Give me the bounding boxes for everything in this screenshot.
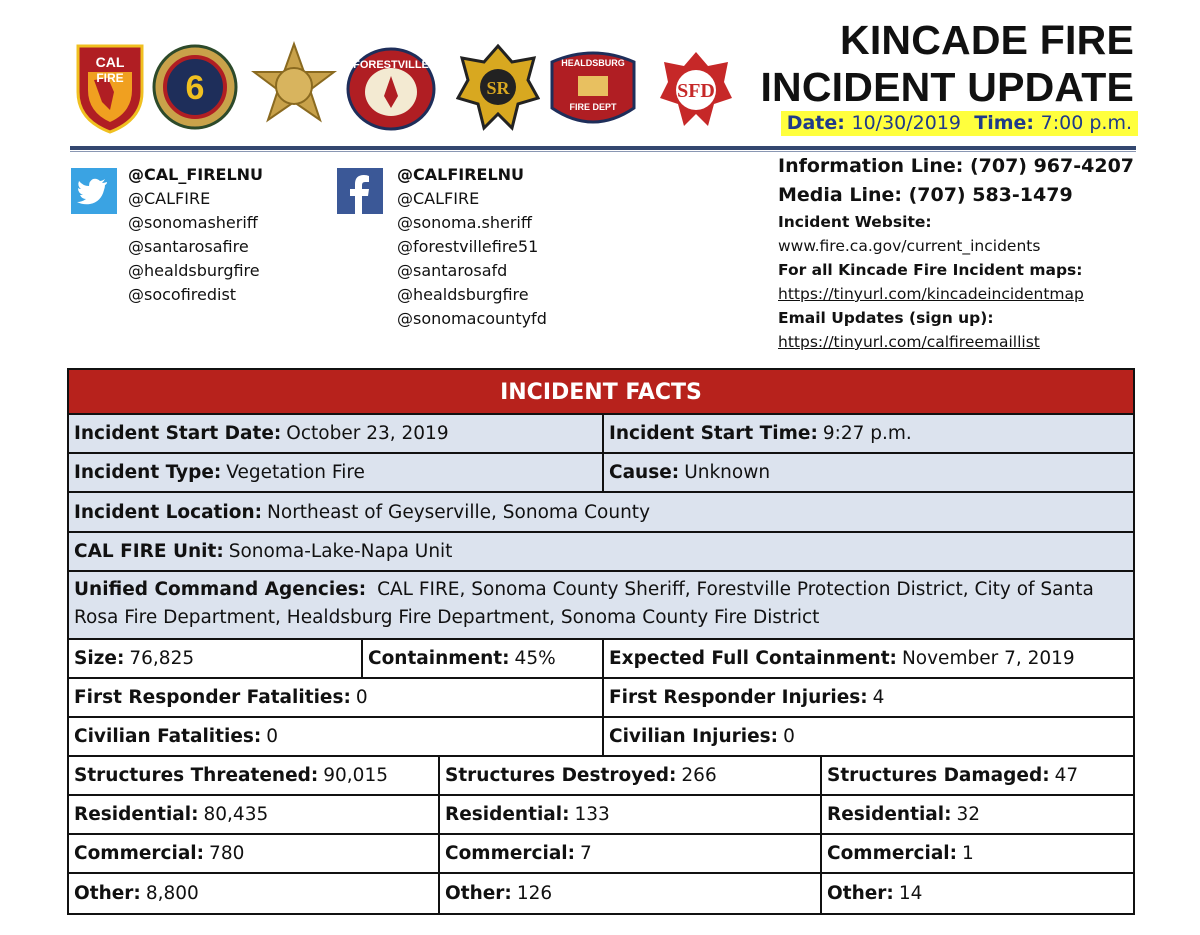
- residential-label: Residential:: [74, 804, 199, 825]
- facebook-handle[interactable]: @forestvillefire51: [397, 237, 539, 256]
- contact-info: [778, 152, 1134, 354]
- start-time-label: Incident Start Time:: [609, 423, 818, 444]
- damaged-other-value: 14: [898, 883, 923, 904]
- size-label: Size:: [74, 648, 125, 669]
- twitter-handle[interactable]: @healdsburgfire: [128, 261, 260, 280]
- residential-label: Residential:: [445, 804, 570, 825]
- svg-text:SR: SR: [486, 78, 510, 98]
- cal-fire-team6-badge: [152, 44, 238, 130]
- expected-containment-cell: [602, 640, 1133, 677]
- agencies-label: Unified Command Agencies:: [74, 579, 367, 600]
- responder-injuries-value: 4: [872, 687, 885, 708]
- size-value: 76,825: [129, 648, 195, 669]
- facebook-icon: [337, 168, 383, 214]
- agencies-cell: [69, 572, 1133, 638]
- structures-damaged-label: Structures Damaged:: [827, 765, 1050, 786]
- structures-threatened-label: Structures Threatened:: [74, 765, 319, 786]
- facebook-handle[interactable]: @sonoma.sheriff: [397, 213, 532, 232]
- structures-destroyed-value: 266: [681, 765, 717, 786]
- structures-damaged-value: 47: [1054, 765, 1079, 786]
- threatened-residential-value: 80,435: [203, 804, 269, 825]
- sonoma-county-fire-badge: [658, 50, 734, 130]
- start-time-cell: [602, 415, 1133, 452]
- structures-threatened-cell: [69, 757, 438, 794]
- threatened-residential-cell: [69, 796, 438, 833]
- cal-fire-badge: [74, 40, 146, 134]
- svg-text:6: 6: [185, 69, 205, 107]
- containment-label: Containment:: [368, 648, 510, 669]
- start-date-value: October 23, 2019: [286, 423, 449, 444]
- destroyed-other-value: 126: [516, 883, 553, 904]
- facebook-handle[interactable]: @healdsburgfire: [397, 285, 529, 304]
- agencies-value: CAL FIRE, Sonoma County Sheriff, Forestville Protection District, City of Santa Rosa Fire Department, Healdsburg Fire Department, Sonoma County Fire District: [74, 579, 1094, 628]
- svg-text:HEALDSBURG: HEALDSBURG: [561, 58, 625, 68]
- header-rule: [70, 146, 1136, 150]
- website-link[interactable]: www.fire.ca.gov/current_incidents: [778, 237, 1041, 255]
- table-row: [69, 874, 1133, 913]
- expected-containment-value: November 7, 2019: [901, 648, 1075, 669]
- incident-facts-header: INCIDENT FACTS: [69, 370, 1133, 415]
- civilian-injuries-value: 0: [783, 726, 795, 747]
- structures-destroyed-label: Structures Destroyed:: [445, 765, 677, 786]
- date-value: 10/30/2019: [851, 112, 962, 134]
- destroyed-commercial-cell: [438, 835, 820, 872]
- structures-threatened-value: 90,015: [323, 765, 388, 786]
- title-line-1: KINCADE FIRE: [840, 17, 1134, 63]
- location-label: Incident Location:: [74, 501, 263, 523]
- twitter-icon: [71, 168, 117, 214]
- website-label: Incident Website:: [778, 213, 932, 231]
- email-link[interactable]: https://tinyurl.com/calfireemaillist: [778, 333, 1040, 351]
- healdsburg-fire-badge: [548, 48, 638, 132]
- destroyed-residential-value: 133: [574, 804, 610, 825]
- twitter-handle[interactable]: @CALFIRE: [128, 189, 211, 208]
- containment-value: 45%: [514, 648, 556, 669]
- damaged-commercial-value: 1: [962, 843, 974, 864]
- threatened-commercial-cell: [69, 835, 438, 872]
- date-label: Date:: [786, 112, 845, 134]
- damaged-other-cell: [820, 874, 1133, 913]
- twitter-handle[interactable]: @santarosafire: [128, 237, 249, 256]
- document-title: [760, 16, 1134, 110]
- facebook-handle[interactable]: @sonomacountyfd: [397, 309, 547, 328]
- other-label: Other:: [827, 883, 894, 904]
- facebook-handle[interactable]: @santarosafd: [397, 261, 508, 280]
- information-line: Information Line: (707) 967-4207: [778, 155, 1135, 177]
- svg-text:FORESTVILLE: FORESTVILLE: [353, 59, 429, 71]
- threatened-other-cell: [69, 874, 438, 913]
- twitter-handle-primary[interactable]: @CAL_FIRELNU: [128, 165, 264, 184]
- threatened-commercial-value: 780: [209, 843, 245, 864]
- structures-destroyed-cell: [438, 757, 820, 794]
- sonoma-sheriff-star-badge: [250, 40, 338, 132]
- unit-label: CAL FIRE Unit:: [74, 541, 224, 562]
- table-row: [69, 640, 1133, 679]
- residential-label: Residential:: [827, 804, 952, 825]
- table-row: [69, 533, 1133, 572]
- incident-type-value: Vegetation Fire: [226, 462, 365, 483]
- civilian-injuries-label: Civilian Injuries:: [609, 726, 779, 747]
- table-row: [69, 415, 1133, 454]
- unit-cell: [69, 533, 1133, 570]
- incident-type-label: Incident Type:: [74, 462, 222, 483]
- table-row: [69, 757, 1133, 796]
- table-row: [69, 679, 1133, 718]
- twitter-handles: [128, 163, 263, 307]
- other-label: Other:: [74, 883, 141, 904]
- table-row: [69, 835, 1133, 874]
- damaged-commercial-cell: [820, 835, 1133, 872]
- containment-cell: [361, 640, 602, 677]
- location-cell: [69, 493, 1133, 531]
- maps-label: For all Kincade Fire Incident maps:: [778, 261, 1083, 279]
- twitter-handle[interactable]: @socofiredist: [128, 285, 237, 304]
- size-cell: [69, 640, 361, 677]
- commercial-label: Commercial:: [827, 843, 958, 864]
- destroyed-commercial-value: 7: [580, 843, 592, 864]
- svg-text:FIRE: FIRE: [96, 71, 124, 85]
- table-row: [69, 796, 1133, 835]
- civilian-fatalities-value: 0: [266, 726, 279, 747]
- facebook-handle[interactable]: @CALFIRE: [397, 189, 480, 208]
- civilian-fatalities-cell: [69, 718, 602, 755]
- cause-label: Cause:: [609, 462, 680, 483]
- facebook-handle-primary[interactable]: @CALFIRELNU: [397, 165, 525, 184]
- destroyed-residential-cell: [438, 796, 820, 833]
- santa-rosa-fire-badge: [456, 42, 540, 132]
- cause-value: Unknown: [684, 462, 771, 483]
- incident-facts-table: [67, 368, 1135, 915]
- destroyed-other-cell: [438, 874, 820, 913]
- media-line: Media Line: (707) 583-1479: [778, 184, 1073, 206]
- damaged-residential-value: 32: [956, 804, 981, 825]
- incident-type-cell: [69, 454, 602, 491]
- twitter-handle[interactable]: @sonomasheriff: [128, 213, 258, 232]
- svg-text:CAL: CAL: [95, 54, 125, 70]
- time-value: 7:00 p.m.: [1040, 112, 1132, 134]
- responder-fatalities-value: 0: [355, 687, 368, 708]
- responder-fatalities-cell: [69, 679, 602, 716]
- location-value: Northeast of Geyserville, Sonoma County: [267, 501, 651, 523]
- start-time-value: 9:27 p.m.: [822, 423, 912, 444]
- table-row: [69, 718, 1133, 757]
- civilian-fatalities-label: Civilian Fatalities:: [74, 726, 262, 747]
- unit-value: Sonoma-Lake-Napa Unit: [228, 541, 453, 562]
- other-label: Other:: [445, 883, 512, 904]
- time-label: Time:: [974, 112, 1035, 134]
- commercial-label: Commercial:: [74, 843, 205, 864]
- email-label: Email Updates (sign up):: [778, 309, 994, 327]
- start-date-label: Incident Start Date:: [74, 423, 282, 444]
- civilian-injuries-cell: [602, 718, 1133, 755]
- start-date-cell: [69, 415, 602, 452]
- table-row: [69, 454, 1133, 493]
- responder-injuries-label: First Responder Injuries:: [609, 687, 868, 708]
- maps-link[interactable]: https://tinyurl.com/kincadeincidentmap: [778, 285, 1084, 303]
- responder-fatalities-label: First Responder Fatalities:: [74, 687, 351, 708]
- forestville-fire-badge: [346, 46, 436, 132]
- threatened-other-value: 8,800: [145, 883, 199, 904]
- facebook-handles: [397, 163, 547, 331]
- damaged-residential-cell: [820, 796, 1133, 833]
- table-row: [69, 572, 1133, 640]
- expected-containment-label: Expected Full Containment:: [609, 648, 897, 669]
- date-time-banner: [781, 111, 1138, 136]
- svg-text:SFD: SFD: [677, 80, 715, 102]
- svg-text:FIRE DEPT: FIRE DEPT: [569, 102, 617, 112]
- title-line-2: INCIDENT UPDATE: [760, 64, 1134, 110]
- commercial-label: Commercial:: [445, 843, 576, 864]
- structures-damaged-cell: [820, 757, 1133, 794]
- table-row: [69, 493, 1133, 533]
- agency-badges: [72, 40, 742, 140]
- responder-injuries-cell: [602, 679, 1133, 716]
- cause-cell: [602, 454, 1133, 491]
